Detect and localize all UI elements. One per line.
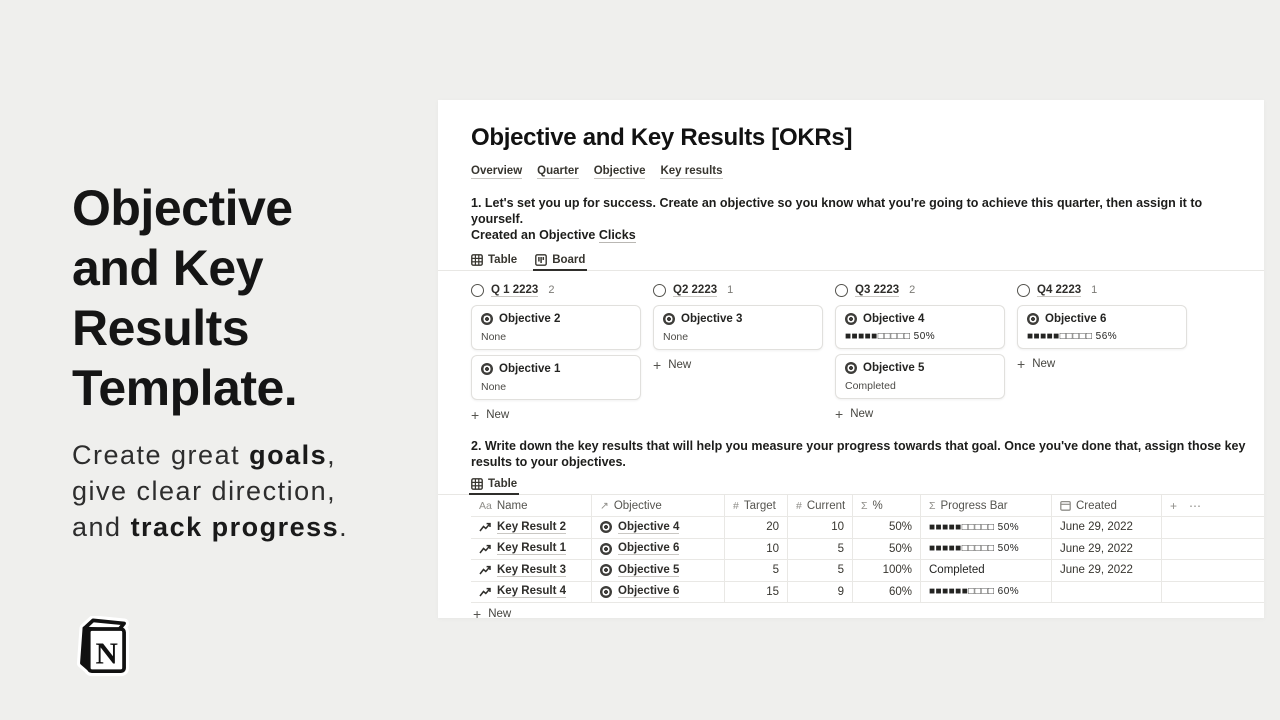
view-tab-label: Table: [488, 254, 518, 266]
target-icon: [1027, 313, 1039, 325]
percent-cell[interactable]: 100%: [853, 560, 921, 581]
plus-icon: +: [471, 407, 480, 423]
table-row: [471, 582, 1264, 604]
text-property-icon: Aa: [479, 499, 492, 512]
row-actions-cell[interactable]: [1162, 539, 1264, 560]
percent-cell[interactable]: 50%: [853, 539, 921, 560]
board-column-count: 2: [909, 284, 916, 296]
view-tab-table[interactable]: [471, 254, 517, 270]
column-header-objective[interactable]: [592, 495, 725, 516]
board-column-count: 1: [727, 284, 734, 296]
trending-up-icon: [479, 564, 491, 576]
table-header-row: [471, 495, 1264, 517]
target-icon: [481, 363, 493, 375]
objective-card-title: Objective 2: [499, 313, 561, 325]
progress-bar-cell[interactable]: Completed: [921, 560, 1052, 581]
board-view-tabs: [471, 254, 1264, 270]
objective-card[interactable]: [653, 305, 823, 350]
target-icon: [845, 313, 857, 325]
table-row: [471, 517, 1264, 539]
calendar-icon: [1060, 500, 1071, 511]
view-tab-label: Board: [552, 254, 586, 266]
board-column-cards: [835, 305, 1005, 399]
status-circle-icon: [835, 284, 848, 297]
column-header-name[interactable]: [471, 495, 592, 516]
status-circle-icon: [653, 284, 666, 297]
board-column-cards: [471, 305, 641, 400]
column-header-progress-bar[interactable]: [921, 495, 1052, 516]
target-cell[interactable]: 20: [725, 517, 788, 538]
column-header-actions: [1162, 495, 1264, 516]
objective-card-detail: None: [663, 331, 689, 343]
target-cell[interactable]: 5: [725, 560, 788, 581]
key-results-table: [471, 495, 1264, 618]
target-icon: [481, 313, 493, 325]
column-header-created[interactable]: [1052, 495, 1162, 516]
section2-line1: 2. Write down the key results that will help you measure your progress towards that goal. Once you've done that, assign those key: [471, 439, 1246, 453]
status-circle-icon: [471, 284, 484, 297]
column-header-current[interactable]: [788, 495, 853, 516]
objective-card-detail: None: [481, 381, 507, 393]
board-column: [471, 280, 641, 423]
page-nav-links: [471, 165, 1264, 179]
board-column: [835, 280, 1005, 422]
table-new-label: New: [488, 608, 512, 618]
board-column-title[interactable]: Q 1 2223: [491, 283, 539, 296]
nav-link-quarter[interactable]: Quarter: [537, 165, 579, 177]
promo-title: Objective and Key Results Template.: [72, 180, 298, 416]
current-cell[interactable]: 10: [788, 517, 853, 538]
board-column-cards: [653, 305, 823, 350]
objective-card[interactable]: [471, 355, 641, 400]
name-cell[interactable]: Key Result 2: [471, 517, 592, 538]
column-header-label: Progress Bar: [940, 499, 1008, 512]
progress-bar-cell[interactable]: ■■■■■□□□□□ 50%: [921, 539, 1052, 560]
objective-card-title: Objective 5: [863, 362, 925, 374]
current-cell[interactable]: 9: [788, 582, 853, 603]
board-column-title[interactable]: Q2 2223: [673, 283, 718, 296]
column-header-label: Name: [496, 499, 528, 512]
column-header-label: Current: [806, 499, 846, 512]
objective-card-title: Objective 1: [499, 363, 561, 375]
column-header-%[interactable]: [853, 495, 921, 516]
trending-up-icon: [479, 543, 491, 555]
created-cell[interactable]: June 29, 2022: [1052, 539, 1162, 560]
column-header-label: Objective: [613, 499, 662, 512]
plus-icon: +: [835, 406, 844, 422]
target-cell[interactable]: 15: [725, 582, 788, 603]
notion-page-panel: [438, 100, 1264, 618]
board-column: [653, 280, 823, 416]
board-new-label: New: [668, 359, 692, 371]
table-row: [471, 560, 1264, 582]
table-new-button[interactable]: [471, 603, 1264, 618]
table-body: [471, 517, 1264, 603]
objective-card-title: Objective 6: [1045, 313, 1107, 325]
svg-text:N: N: [95, 635, 118, 671]
column-header-target[interactable]: [725, 495, 788, 516]
number-property-icon: #: [796, 499, 802, 512]
plus-icon: +: [473, 606, 482, 618]
nav-link-overview[interactable]: Overview: [471, 165, 523, 177]
nav-link-objective[interactable]: Objective: [593, 165, 646, 177]
board-column: [1017, 280, 1187, 416]
board-new-label: New: [486, 409, 510, 421]
target-icon: [600, 543, 612, 555]
objective-card-detail: ■■■■■□□□□□ 50%: [845, 331, 936, 342]
plus-icon: +: [653, 357, 662, 373]
created-cell[interactable]: [1052, 582, 1162, 603]
notion-logo: [72, 616, 134, 678]
target-cell[interactable]: 10: [725, 539, 788, 560]
board-new-button[interactable]: [653, 359, 823, 371]
objective-card-title: Objective 4: [863, 313, 925, 325]
trending-up-icon: [479, 521, 491, 533]
row-actions-cell[interactable]: [1162, 560, 1264, 581]
board-new-button[interactable]: [471, 409, 641, 421]
percent-cell[interactable]: 60%: [853, 582, 921, 603]
objective-cell[interactable]: Objective 6: [592, 539, 725, 560]
target-icon: [600, 521, 612, 533]
formula-property-icon: Σ: [929, 499, 936, 512]
board-new-label: New: [1032, 358, 1056, 370]
status-circle-icon: [1017, 284, 1030, 297]
objective-card-detail: None: [481, 331, 507, 343]
view-tab-board[interactable]: [535, 254, 585, 270]
nav-link-key-results[interactable]: Key results: [660, 165, 723, 177]
row-actions-cell[interactable]: [1162, 517, 1264, 538]
section2-line2: results to your objectives.: [471, 455, 626, 469]
table-view-tabs: [471, 478, 1264, 494]
objective-card[interactable]: [835, 305, 1005, 349]
objective-card[interactable]: [471, 305, 641, 350]
objective-cell[interactable]: Objective 5: [592, 560, 725, 581]
clicks-link[interactable]: Clicks: [598, 228, 636, 242]
progress-bar-cell[interactable]: ■■■■■■□□□□ 60%: [921, 582, 1052, 603]
table-row: [471, 539, 1264, 561]
column-header-label: Created: [1076, 499, 1117, 512]
objective-cell[interactable]: Objective 4: [592, 517, 725, 538]
objective-card-detail: Completed: [845, 380, 896, 392]
name-cell[interactable]: Key Result 3: [471, 560, 592, 581]
board-view-icon: [535, 254, 547, 266]
name-cell[interactable]: Key Result 4: [471, 582, 592, 603]
table-view-icon: [471, 478, 483, 490]
row-actions-cell[interactable]: [1162, 582, 1264, 603]
percent-cell[interactable]: 50%: [853, 517, 921, 538]
board-column-count: 2: [548, 284, 555, 296]
trending-up-icon: [479, 586, 491, 598]
view-tab-label: Table: [488, 478, 518, 490]
plus-icon: +: [1017, 356, 1026, 372]
section1-line2: Created an Objective Clicks: [471, 228, 636, 242]
board-new-button[interactable]: [1017, 358, 1187, 370]
target-icon: [663, 313, 675, 325]
board-view: [471, 280, 1264, 423]
board-column-count: 1: [1091, 284, 1098, 296]
objective-card[interactable]: [1017, 305, 1187, 349]
board-column-title[interactable]: Q4 2223: [1037, 283, 1082, 296]
created-cell[interactable]: June 29, 2022: [1052, 560, 1162, 581]
target-icon: [600, 586, 612, 598]
table-view-icon: [471, 254, 483, 266]
board-new-button[interactable]: [835, 408, 1005, 420]
relation-arrow-icon: ↗: [600, 499, 609, 512]
objective-card-title: Objective 3: [681, 313, 743, 325]
board-column-title[interactable]: Q3 2223: [855, 283, 900, 296]
formula-property-icon: Σ: [861, 499, 868, 512]
more-options-icon[interactable]: ⋯: [1189, 498, 1202, 513]
progress-bar-cell[interactable]: ■■■■■□□□□□ 50%: [921, 517, 1052, 538]
current-cell[interactable]: 5: [788, 560, 853, 581]
section1-text: [471, 195, 1253, 243]
number-property-icon: #: [733, 499, 739, 512]
view-tab-table[interactable]: [471, 478, 517, 494]
board-column-cards: [1017, 305, 1187, 349]
promo-subtitle: Create great goals, give clear direction, and track progress.: [72, 440, 349, 542]
name-cell[interactable]: Key Result 1: [471, 539, 592, 560]
board-new-label: New: [850, 408, 874, 420]
objective-card[interactable]: [835, 354, 1005, 399]
page-title: Objective and Key Results [OKRs]: [471, 124, 853, 151]
section2-text: [471, 438, 1253, 470]
current-cell[interactable]: 5: [788, 539, 853, 560]
column-header-label: Target: [743, 499, 776, 512]
created-cell[interactable]: June 29, 2022: [1052, 517, 1162, 538]
objective-cell[interactable]: Objective 6: [592, 582, 725, 603]
target-icon: [600, 564, 612, 576]
objective-card-detail: ■■■■■□□□□□ 56%: [1027, 331, 1118, 342]
column-header-label: %: [872, 499, 883, 512]
plus-icon[interactable]: +: [1170, 498, 1178, 513]
section1-line1: 1. Let's set you up for success. Create an objective so you know what you're going to achieve this quarter, then assign it to yourself.: [471, 196, 1203, 226]
target-icon: [845, 362, 857, 374]
